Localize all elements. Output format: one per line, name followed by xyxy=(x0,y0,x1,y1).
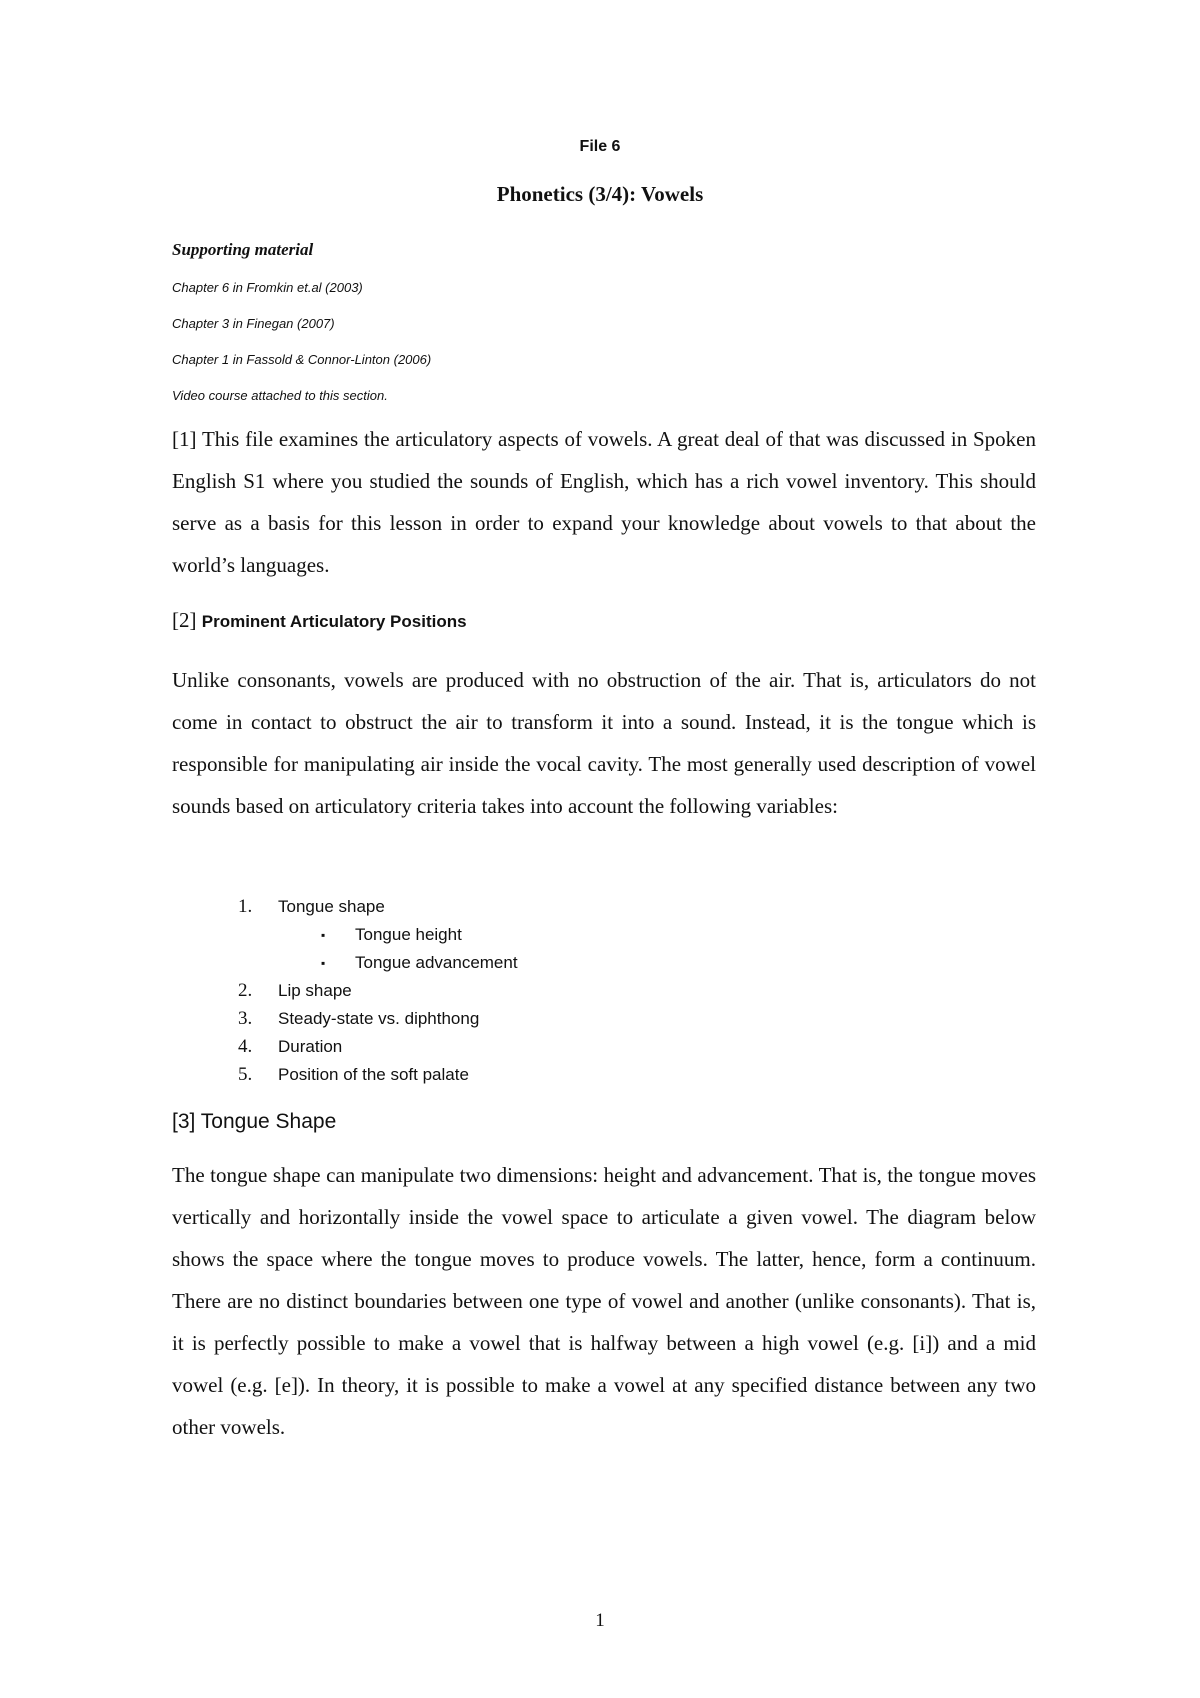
variables-list xyxy=(238,893,518,1089)
list-number: 5. xyxy=(238,1064,253,1085)
reference-list xyxy=(172,280,431,424)
section-1-marker: [1] xyxy=(172,427,197,451)
list-item-label: Position of the soft palate xyxy=(278,1065,469,1084)
supporting-material-heading: Supporting material xyxy=(172,240,314,259)
bullet-icon: ▪ xyxy=(321,928,326,942)
list-number: 1. xyxy=(238,896,253,917)
list-item-label: Duration xyxy=(278,1037,343,1056)
section-3-paragraph: The tongue shape can manipulate two dimensions: height and advancement. That is, the tongue moves vertically and horizontally inside the vowel space to articulate a given vowel. The diagram below shows the space where the tongue moves to produce vowels. The latter, hence, form a continuum. There are no distinct boundaries between one type of vowel and another (unlike consonants). That is, it is perfectly possible to make a vowel that is halfway between a high vowel (e.g. [i]) and a mid vowel (e.g. [e]). In theory, it is possible to make a vowel at any specified distance between any two other vowels. xyxy=(172,1163,1036,1439)
page-title: Phonetics (3/4): Vowels xyxy=(496,182,704,206)
list-item xyxy=(238,1033,518,1061)
sub-list-item xyxy=(238,921,518,949)
reference-item: Chapter 1 in Fassold & Connor-Linton (2006) xyxy=(172,352,432,367)
sub-list-item xyxy=(238,949,518,977)
section-2-paragraph: Unlike consonants, vowels are produced with no obstruction of the air. That is, articulators do not come in contact to obstruct the air to transform it into a sound. Instead, it is the tongue which is responsible for manipulating air inside the vocal cavity. The most generally used description of vowel sounds based on articulatory criteria takes into account the following variables: xyxy=(172,668,1036,818)
list-item xyxy=(238,1005,518,1033)
list-number: 3. xyxy=(238,1008,253,1029)
list-item-label: Lip shape xyxy=(278,981,352,1000)
list-item xyxy=(238,1061,518,1089)
list-item xyxy=(238,893,518,921)
list-item-label: Tongue shape xyxy=(278,897,385,916)
section-2-heading xyxy=(172,608,467,633)
section-1-paragraph xyxy=(172,418,1036,586)
list-item-label: Tongue height xyxy=(355,925,462,944)
bullet-icon: ▪ xyxy=(321,956,326,970)
section-3-heading: [3] Tongue Shape xyxy=(172,1110,337,1133)
section-2-title: Prominent Articulatory Positions xyxy=(201,612,467,631)
reference-item: Video course attached to this section. xyxy=(172,388,388,403)
section-2-marker: [2] xyxy=(172,608,197,632)
list-number: 4. xyxy=(238,1036,253,1057)
reference-item: Chapter 3 in Finegan (2007) xyxy=(172,316,335,331)
list-item-label: Steady-state vs. diphthong xyxy=(278,1009,480,1028)
reference-item: Chapter 6 in Fromkin et.al (2003) xyxy=(172,280,363,295)
section-1-text: This file examines the articulatory aspects of vowels. A great deal of that was discussed in Spoken English S1 where you studied the sounds of English, which has a rich vowel inventory. This should serve as a basis for this lesson in order to expand your knowledge about vowels to that about the world’s languages. xyxy=(172,427,1036,577)
page-number: 1 xyxy=(595,1610,605,1631)
list-number: 2. xyxy=(238,980,253,1001)
list-item-label: Tongue advancement xyxy=(355,953,518,972)
file-label: File 6 xyxy=(579,138,621,155)
list-item xyxy=(238,977,518,1005)
